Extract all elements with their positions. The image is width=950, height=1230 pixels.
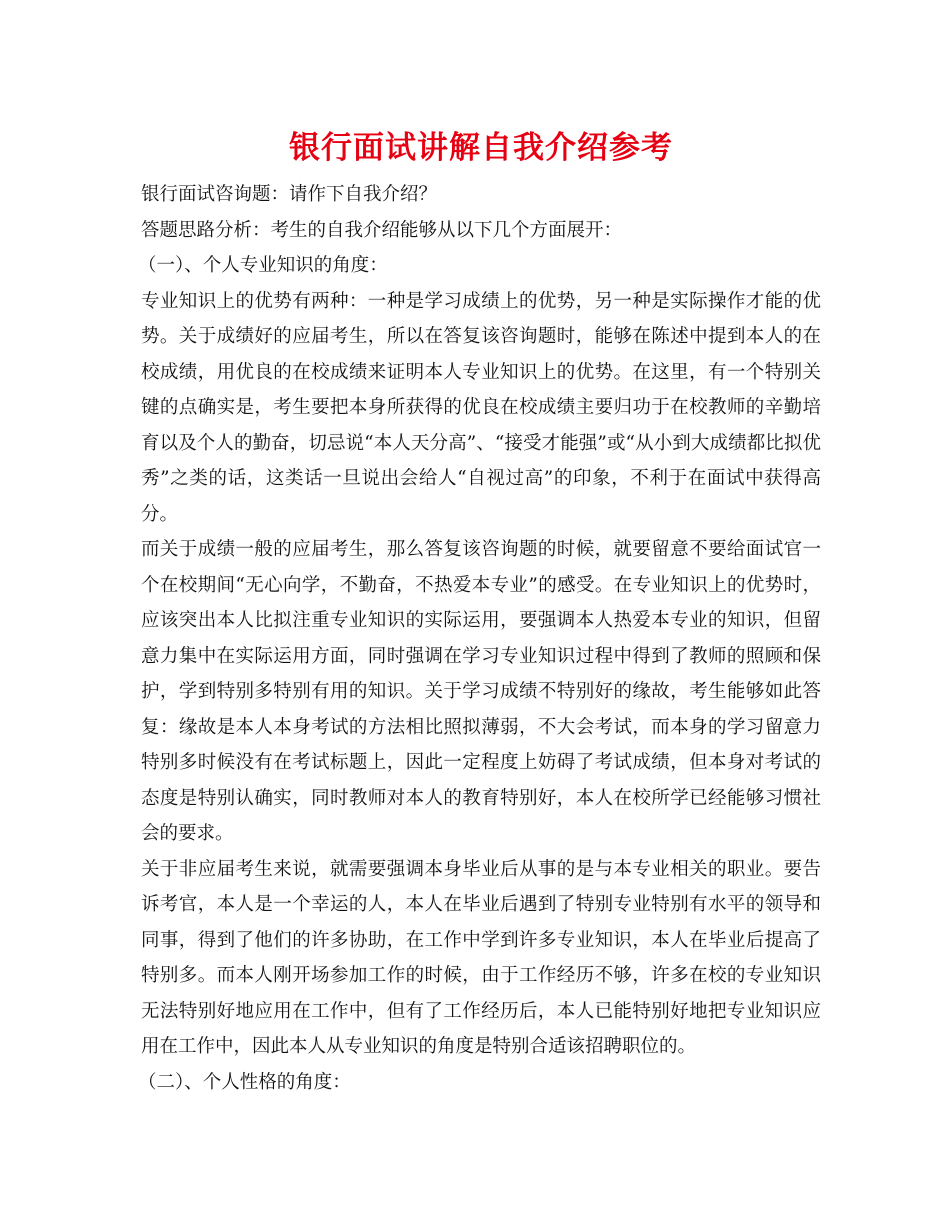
document-page [138, 126, 821, 1100]
body-paragraph-3: 关于非应届考生来说，就需要强调本身毕业后从事的是与本专业相关的职业。要告诉考官，本人是一个幸运的人，本人在毕业后遇到了特别专业特别有水平的领导和同事，得到了他们的许多协助，在工作中学到许多专业知识，本人在毕业后提高了特别多。而本人刚开场参加工作的时候，由于工作经历不够，许多在校的专业知识无法特别好地应用在工作中，但有了工作经历后，本人已能特别好地把专业知识应用在工作中，因此本人从专业知识的角度是特别合适该招聘职位的。 [141, 858, 821, 1057]
answer-intro-line: 答题思路分析：考生的自我介绍能够从以下几个方面展开： [141, 219, 623, 241]
body-paragraph-2: 而关于成绩一般的应届考生，那么答复该咨询题的时候，就要留意不要给面试官一个在校期间“无心向学，不勤奋，不热爱本专业”的感受。在专业知识上的优势时，应该突出本人比拟注重专业知识的实际运用，要强调本人热爱本专业的知识，但留意力集中在实际运用方面，同时强调在学习专业知识过程中得到了教师的照顾和保护，学到特别多特别有用的知识。关于学习成绩不特别好的缘故，考生能够如此答复：缘故是本人本身考试的方法相比照拟薄弱，不大会考试，而本身的学习留意力特别多时候没有在考试标题上，因此一定程度上妨碍了考试成绩，但本身对考试的态度是特别认确实，同时教师对本人的教育特别好，本人在校所学已经能够习惯社会的要求。 [141, 539, 821, 844]
body-paragraph-1: 专业知识上的优势有两种：一种是学习成绩上的优势，另一种是实际操作才能的优势。关于成绩好的应届考生，所以在答复该咨询题时，能够在陈述中提到本人的在校成绩，用优良的在校成绩来证明本人专业知识上的优势。在这里，有一个特别关键的点确实是，考生要把本身所获得的优良在校成绩主要归功于在校教师的辛勤培育以及个人的勤奋，切忌说“本人天分高”、“接受才能强”或“从小到大成绩都比拟优秀”之类的话，这类话一旦说出会给人“自视过高”的印象，不利于在面试中获得高分。 [141, 290, 821, 525]
section-heading-1: （一）、个人专业知识的角度： [138, 255, 388, 276]
section-heading-2: （二）、个人性格的角度： [138, 1071, 351, 1093]
question-line: 银行面试咨询题：请作下自我介绍？ [141, 184, 438, 205]
document-title: 银行面试讲解自我介绍参考 [289, 130, 673, 166]
